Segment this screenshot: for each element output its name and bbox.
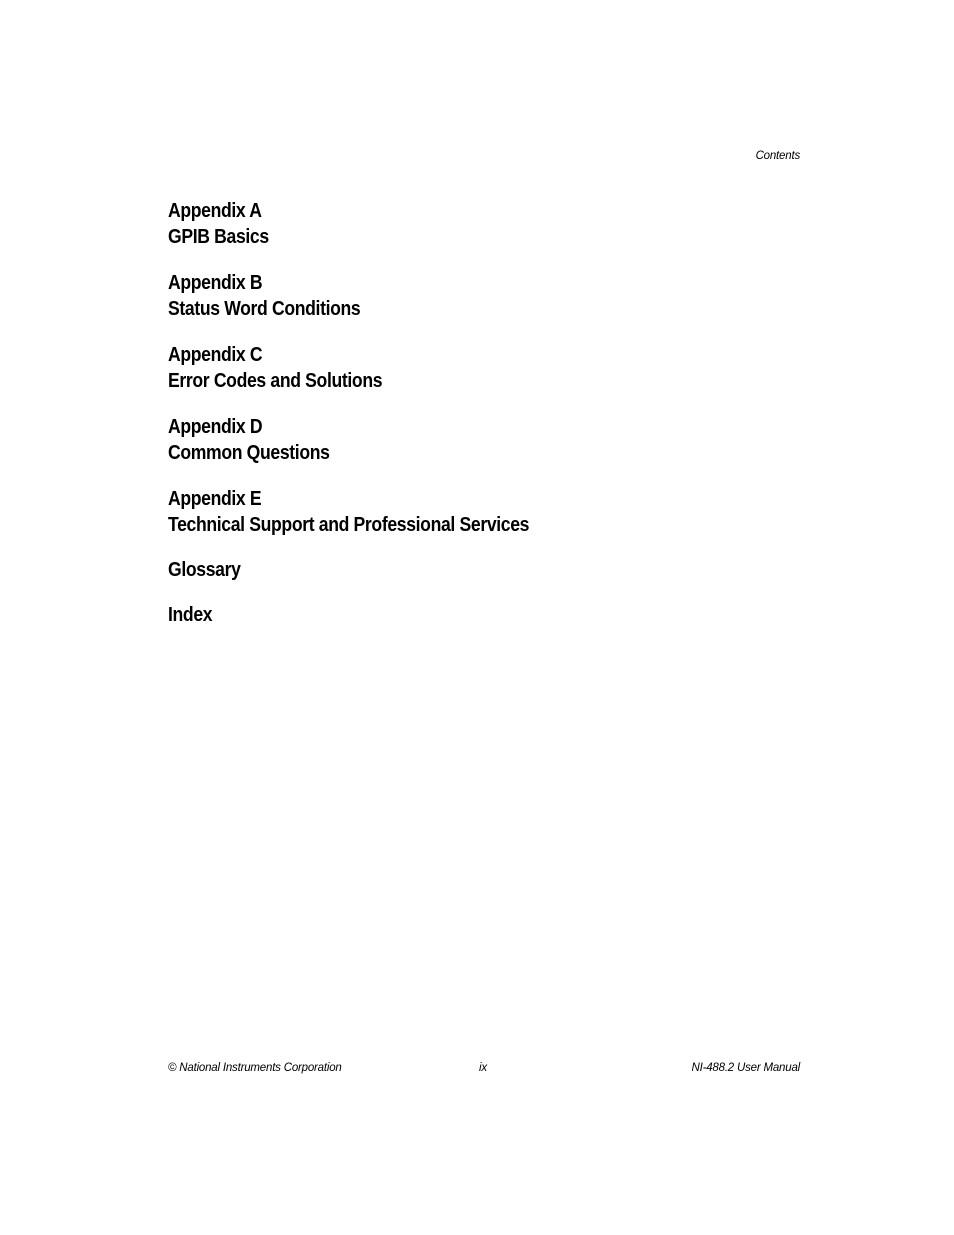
footer-copyright: © National Instruments Corporation bbox=[168, 1062, 342, 1074]
toc-appendix-title: Status Word Conditions bbox=[168, 298, 361, 320]
toc-index-label: Index bbox=[168, 604, 213, 626]
toc-entry-appendix-c[interactable] bbox=[168, 342, 731, 394]
toc-entry-appendix-d[interactable] bbox=[168, 414, 731, 466]
toc-glossary-label: Glossary bbox=[168, 559, 241, 581]
toc-appendix-title: Common Questions bbox=[168, 442, 330, 464]
running-header: Contents bbox=[755, 150, 800, 162]
toc-appendix-label: Appendix B bbox=[168, 272, 263, 294]
toc-appendix-title: Technical Support and Professional Services bbox=[168, 514, 530, 536]
toc-appendix-title: GPIB Basics bbox=[168, 226, 269, 248]
toc-entry-index[interactable] bbox=[168, 602, 731, 628]
table-of-contents bbox=[168, 198, 808, 628]
page-footer bbox=[168, 1062, 800, 1078]
toc-appendix-label: Appendix E bbox=[168, 488, 262, 510]
footer-manual-title: NI-488.2 User Manual bbox=[691, 1062, 800, 1074]
toc-entry-appendix-e[interactable] bbox=[168, 486, 731, 538]
toc-appendix-label: Appendix D bbox=[168, 416, 263, 438]
toc-entry-appendix-a[interactable] bbox=[168, 198, 731, 250]
page-number: ix bbox=[479, 1062, 487, 1074]
toc-entry-appendix-b[interactable] bbox=[168, 270, 731, 322]
toc-appendix-title: Error Codes and Solutions bbox=[168, 370, 383, 392]
toc-appendix-label: Appendix C bbox=[168, 344, 263, 366]
toc-appendix-label: Appendix A bbox=[168, 200, 262, 222]
toc-entry-glossary[interactable] bbox=[168, 557, 731, 583]
